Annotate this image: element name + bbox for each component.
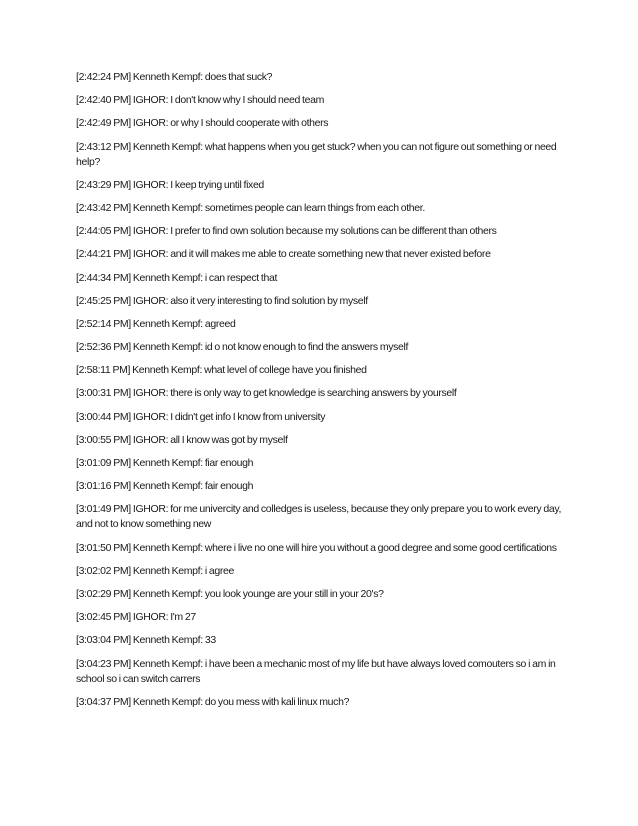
chat-message: [3:04:37 PM] Kenneth Kempf: do you mess with kali linux much? xyxy=(76,695,350,708)
chat-message: [2:43:29 PM] IGHOR: I keep trying until fixed xyxy=(76,178,264,191)
chat-message: [2:42:49 PM] IGHOR: or why I should cooperate with others xyxy=(76,117,329,130)
chat-message: [2:42:24 PM] Kenneth Kempf: does that suck? xyxy=(76,71,273,83)
chat-message: [3:04:23 PM] Kenneth Kempf: i have been a mechanic most of my life but have always loved comouters so i am in school so i can switch carrers xyxy=(76,657,556,685)
chat-message: [2:44:34 PM] Kenneth Kempf: i can respect that xyxy=(76,271,278,284)
chat-message: [3:01:09 PM] Kenneth Kempf: fiar enough xyxy=(76,457,254,469)
chat-log xyxy=(76,70,576,718)
chat-message: [3:00:31 PM] IGHOR: there is only way to get knowledge is searching answers by yourself xyxy=(76,387,457,400)
chat-message: [2:45:25 PM] IGHOR: also it very interesting to find solution by myself xyxy=(76,294,368,307)
chat-message: [3:00:44 PM] IGHOR: I didn't get info I know from university xyxy=(76,410,326,423)
chat-message: [2:44:05 PM] IGHOR: I prefer to find own solution because my solutions can be different than others xyxy=(76,225,497,238)
chat-message: [3:00:55 PM] IGHOR: all I know was got by myself xyxy=(76,433,288,446)
chat-message: [3:02:45 PM] IGHOR: I'm 27 xyxy=(76,611,196,624)
chat-message: [3:02:29 PM] Kenneth Kempf: you look younge are your still in your 20's? xyxy=(76,587,384,600)
chat-message: [3:01:50 PM] Kenneth Kempf: where i live no one will hire you without a good degree and some good certifications xyxy=(76,541,557,554)
chat-message: [2:52:14 PM] Kenneth Kempf: agreed xyxy=(76,317,236,330)
chat-message: [3:03:04 PM] Kenneth Kempf: 33 xyxy=(76,634,216,647)
chat-message: [3:01:49 PM] IGHOR: for me univercity and colledges is useless, because they only prepare you to work every day, and not to know something new xyxy=(76,503,562,531)
chat-message: [3:02:02 PM] Kenneth Kempf: i agree xyxy=(76,564,235,577)
chat-message: [3:01:16 PM] Kenneth Kempf: fair enough xyxy=(76,480,254,493)
chat-message: [2:43:12 PM] Kenneth Kempf: what happens when you get stuck? when you can not figure out something or need help? xyxy=(76,140,557,168)
chat-message: [2:44:21 PM] IGHOR: and it will makes me able to create something new that never existed before xyxy=(76,248,491,261)
chat-message: [2:43:42 PM] Kenneth Kempf: sometimes people can learn things from each other. xyxy=(76,201,425,214)
chat-message: [2:58:11 PM] Kenneth Kempf: what level of college have you finished xyxy=(76,364,367,377)
chat-message: [2:52:36 PM] Kenneth Kempf: id o not know enough to find the answers myself xyxy=(76,341,409,354)
chat-message: [2:42:40 PM] IGHOR: I don't know why I should need team xyxy=(76,94,324,107)
